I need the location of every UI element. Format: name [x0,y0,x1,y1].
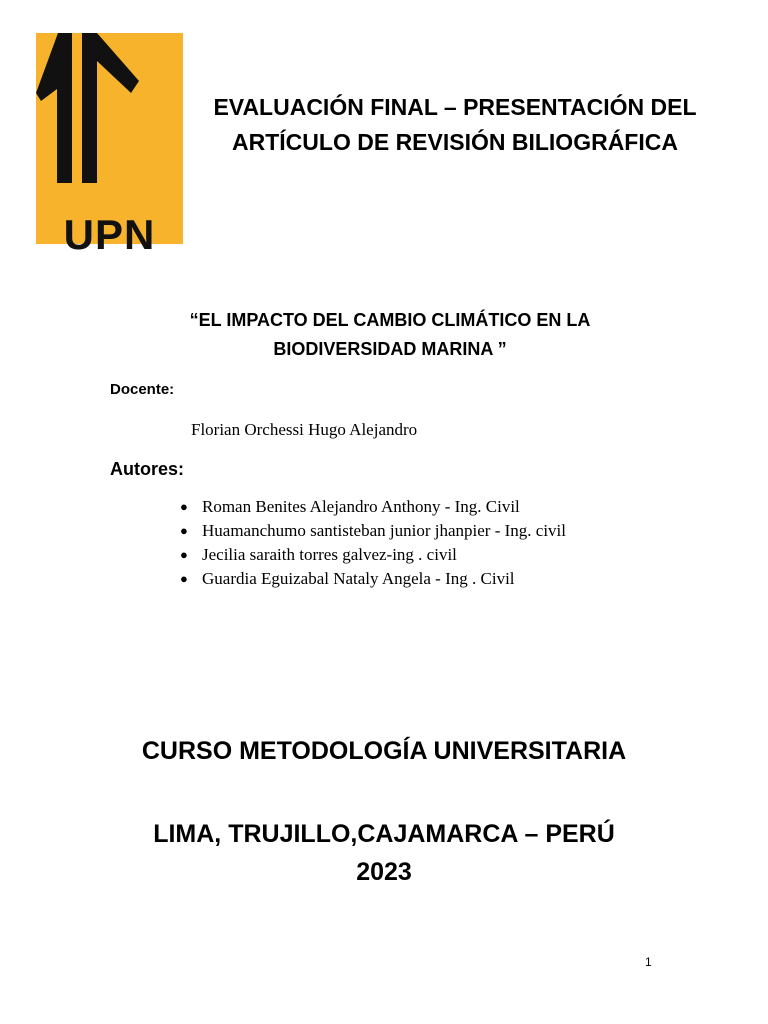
location-line: LIMA, TRUJILLO,CAJAMARCA – PERÚ [153,820,615,848]
docente-label: Docente: [110,381,175,398]
title-line-1: EVALUACIÓN FINAL – PRESENTACIÓN DEL [213,94,697,120]
bullet-icon: ● [180,523,188,538]
list-item [180,543,566,567]
list-item [180,495,566,519]
upn-arrow-icon [36,33,139,183]
autores-label: Autores: [110,459,185,479]
course-name: CURSO METODOLOGÍA UNIVERSITARIA [141,737,627,765]
title-line-2: ARTÍCULO DE REVISIÓN BILIOGRÁFICA [232,129,678,155]
bullet-icon: ● [180,571,188,586]
article-title-line-2: BIODIVERSIDAD MARINA ” [273,339,507,359]
article-title-line-1: “EL IMPACTO DEL CAMBIO CLIMÁTICO EN LA [189,310,591,330]
article-title [110,306,670,364]
upn-logo-text: UPN [63,211,156,258]
authors-list [180,495,566,591]
bullet-icon: ● [180,499,188,514]
page-number: 1 [645,955,652,969]
upn-logo [36,33,183,258]
author-name: Roman Benites Alejandro Anthony - Ing. Civil [202,497,520,516]
list-item [180,567,566,591]
bullet-icon: ● [180,547,188,562]
docente-name: Florian Orchessi Hugo Alejandro [191,420,418,439]
list-item [180,519,566,543]
author-name: Huamanchumo santisteban junior jhanpier - Ing. civil [202,521,566,540]
location-block [0,815,768,891]
author-name: Guardia Eguizabal Nataly Angela - Ing . Civil [202,569,515,588]
year: 2023 [356,858,412,886]
author-name: Jecilia saraith torres galvez-ing . civil [202,545,457,564]
page-title [190,90,720,160]
